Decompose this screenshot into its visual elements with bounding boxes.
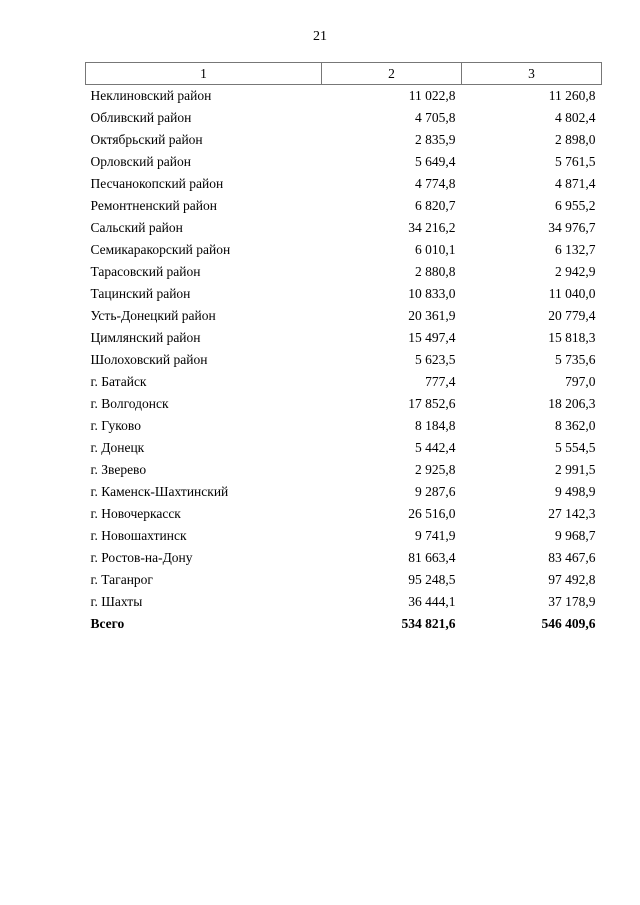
- row-value-col2-cell: 9 741,9: [415, 528, 456, 543]
- table-row: [86, 547, 602, 569]
- row-value-col3-cell: 37 178,9: [548, 594, 596, 609]
- row-value-col2-cell: 26 516,0: [408, 506, 456, 521]
- table-row: [86, 503, 602, 525]
- row-value-col2-cell: 2 925,8: [415, 462, 456, 477]
- row-name-cell: Ремонтненский район: [90, 198, 217, 213]
- row-value-col2-cell: 5 623,5: [415, 352, 456, 367]
- row-value-col3-cell: 5 735,6: [555, 352, 596, 367]
- total-value-col2-cell: 534 821,6: [401, 616, 456, 631]
- row-value-col3-cell: 4 871,4: [555, 176, 596, 191]
- table-row: [86, 151, 602, 173]
- row-value-col2-cell: 5 442,4: [415, 440, 456, 455]
- row-name-cell: г. Каменск-Шахтинский: [90, 484, 229, 499]
- row-name-cell: г. Шахты: [90, 594, 143, 609]
- row-name-cell: Сальский район: [90, 220, 183, 235]
- table-row: [86, 129, 602, 151]
- row-name-cell: Тарасовский район: [90, 264, 201, 279]
- table-row: [86, 85, 602, 108]
- row-name-cell: г. Таганрог: [90, 572, 153, 587]
- row-value-col3-cell: 6 955,2: [555, 198, 596, 213]
- row-name-cell: Песчанокопский район: [90, 176, 224, 191]
- table-row: [86, 459, 602, 481]
- row-value-col3-cell: 5 554,5: [555, 440, 596, 455]
- row-value-col3-cell: 5 761,5: [555, 154, 596, 169]
- table-row: [86, 569, 602, 591]
- table-row: [86, 195, 602, 217]
- row-value-col2-cell: 4 774,8: [415, 176, 456, 191]
- row-name-cell: Обливский район: [90, 110, 192, 125]
- column-header-3: 3: [462, 63, 602, 85]
- table-row: [86, 481, 602, 503]
- row-name-cell: г. Новошахтинск: [90, 528, 187, 543]
- row-value-col2-cell: 8 184,8: [415, 418, 456, 433]
- row-name-cell: г. Гуково: [90, 418, 141, 433]
- row-name-cell: г. Волгодонск: [90, 396, 169, 411]
- row-value-col2-cell: 95 248,5: [408, 572, 456, 587]
- table-row: [86, 393, 602, 415]
- row-value-col2-cell: 20 361,9: [408, 308, 456, 323]
- row-name-cell: г. Зверево: [90, 462, 147, 477]
- table-row: [86, 525, 602, 547]
- row-value-col3-cell: 11 040,0: [548, 286, 596, 301]
- row-value-col2-cell: 4 705,8: [415, 110, 456, 125]
- table-row: [86, 239, 602, 261]
- row-value-col2-cell: 2 880,8: [415, 264, 456, 279]
- total-value-col3-cell: 546 409,6: [541, 616, 596, 631]
- total-name-cell: Всего: [90, 616, 125, 631]
- row-name-cell: Семикаракорский район: [90, 242, 231, 257]
- table-row: [86, 327, 602, 349]
- row-value-col2-cell: 34 216,2: [408, 220, 456, 235]
- row-value-col3-cell: 6 132,7: [555, 242, 596, 257]
- row-value-col3-cell: 797,0: [565, 374, 596, 389]
- row-value-col3-cell: 20 779,4: [548, 308, 596, 323]
- row-value-col3-cell: 83 467,6: [548, 550, 596, 565]
- row-name-cell: г. Ростов-на-Дону: [90, 550, 193, 565]
- row-name-cell: Тацинский район: [90, 286, 191, 301]
- table-row: [86, 107, 602, 129]
- row-value-col3-cell: 15 818,3: [548, 330, 596, 345]
- row-name-cell: Орловский район: [90, 154, 191, 169]
- row-name-cell: г. Батайск: [90, 374, 147, 389]
- row-value-col2-cell: 17 852,6: [408, 396, 456, 411]
- row-value-col3-cell: 9 968,7: [555, 528, 596, 543]
- row-value-col2-cell: 9 287,6: [415, 484, 456, 499]
- column-header-1: 1: [86, 63, 322, 85]
- row-name-cell: Октябрьский район: [90, 132, 203, 147]
- row-value-col2-cell: 10 833,0: [408, 286, 456, 301]
- table-body: [86, 85, 602, 636]
- row-name-cell: г. Новочеркасск: [90, 506, 181, 521]
- row-value-col2-cell: 11 022,8: [408, 88, 456, 103]
- row-value-col3-cell: 2 942,9: [555, 264, 596, 279]
- row-value-col2-cell: 2 835,9: [415, 132, 456, 147]
- table-row: [86, 217, 602, 239]
- row-value-col3-cell: 97 492,8: [548, 572, 596, 587]
- table-row: [86, 305, 602, 327]
- row-value-col2-cell: 777,4: [425, 374, 456, 389]
- row-value-col2-cell: 6 010,1: [415, 242, 456, 257]
- table-row: [86, 415, 602, 437]
- row-value-col3-cell: 11 260,8: [548, 88, 596, 103]
- table-row: [86, 371, 602, 393]
- table-row: [86, 437, 602, 459]
- row-name-cell: Неклиновский район: [90, 88, 212, 103]
- table-row: [86, 283, 602, 305]
- row-value-col2-cell: 6 820,7: [415, 198, 456, 213]
- row-name-cell: Усть-Донецкий район: [90, 308, 216, 323]
- row-value-col3-cell: 27 142,3: [548, 506, 596, 521]
- column-header-2: 2: [322, 63, 462, 85]
- row-value-col3-cell: 9 498,9: [555, 484, 596, 499]
- row-value-col3-cell: 2 991,5: [555, 462, 596, 477]
- header-row: [86, 63, 602, 85]
- page-number: 21: [313, 29, 327, 44]
- table-row: [86, 261, 602, 283]
- data-table: [85, 62, 602, 635]
- row-value-col2-cell: 15 497,4: [408, 330, 456, 345]
- table-row: [86, 173, 602, 195]
- row-value-col3-cell: 34 976,7: [548, 220, 596, 235]
- row-value-col3-cell: 8 362,0: [555, 418, 596, 433]
- row-value-col3-cell: 2 898,0: [555, 132, 596, 147]
- table-row: [86, 591, 602, 613]
- row-value-col2-cell: 5 649,4: [415, 154, 456, 169]
- row-name-cell: г. Донецк: [90, 440, 145, 455]
- row-value-col3-cell: 18 206,3: [548, 396, 596, 411]
- table-row: [86, 349, 602, 371]
- row-value-col2-cell: 81 663,4: [408, 550, 456, 565]
- row-value-col2-cell: 36 444,1: [408, 594, 456, 609]
- table-header: [86, 63, 602, 85]
- row-name-cell: Шолоховский район: [90, 352, 208, 367]
- row-value-col3-cell: 4 802,4: [555, 110, 596, 125]
- total-row: [86, 613, 602, 635]
- row-name-cell: Цимлянский район: [90, 330, 201, 345]
